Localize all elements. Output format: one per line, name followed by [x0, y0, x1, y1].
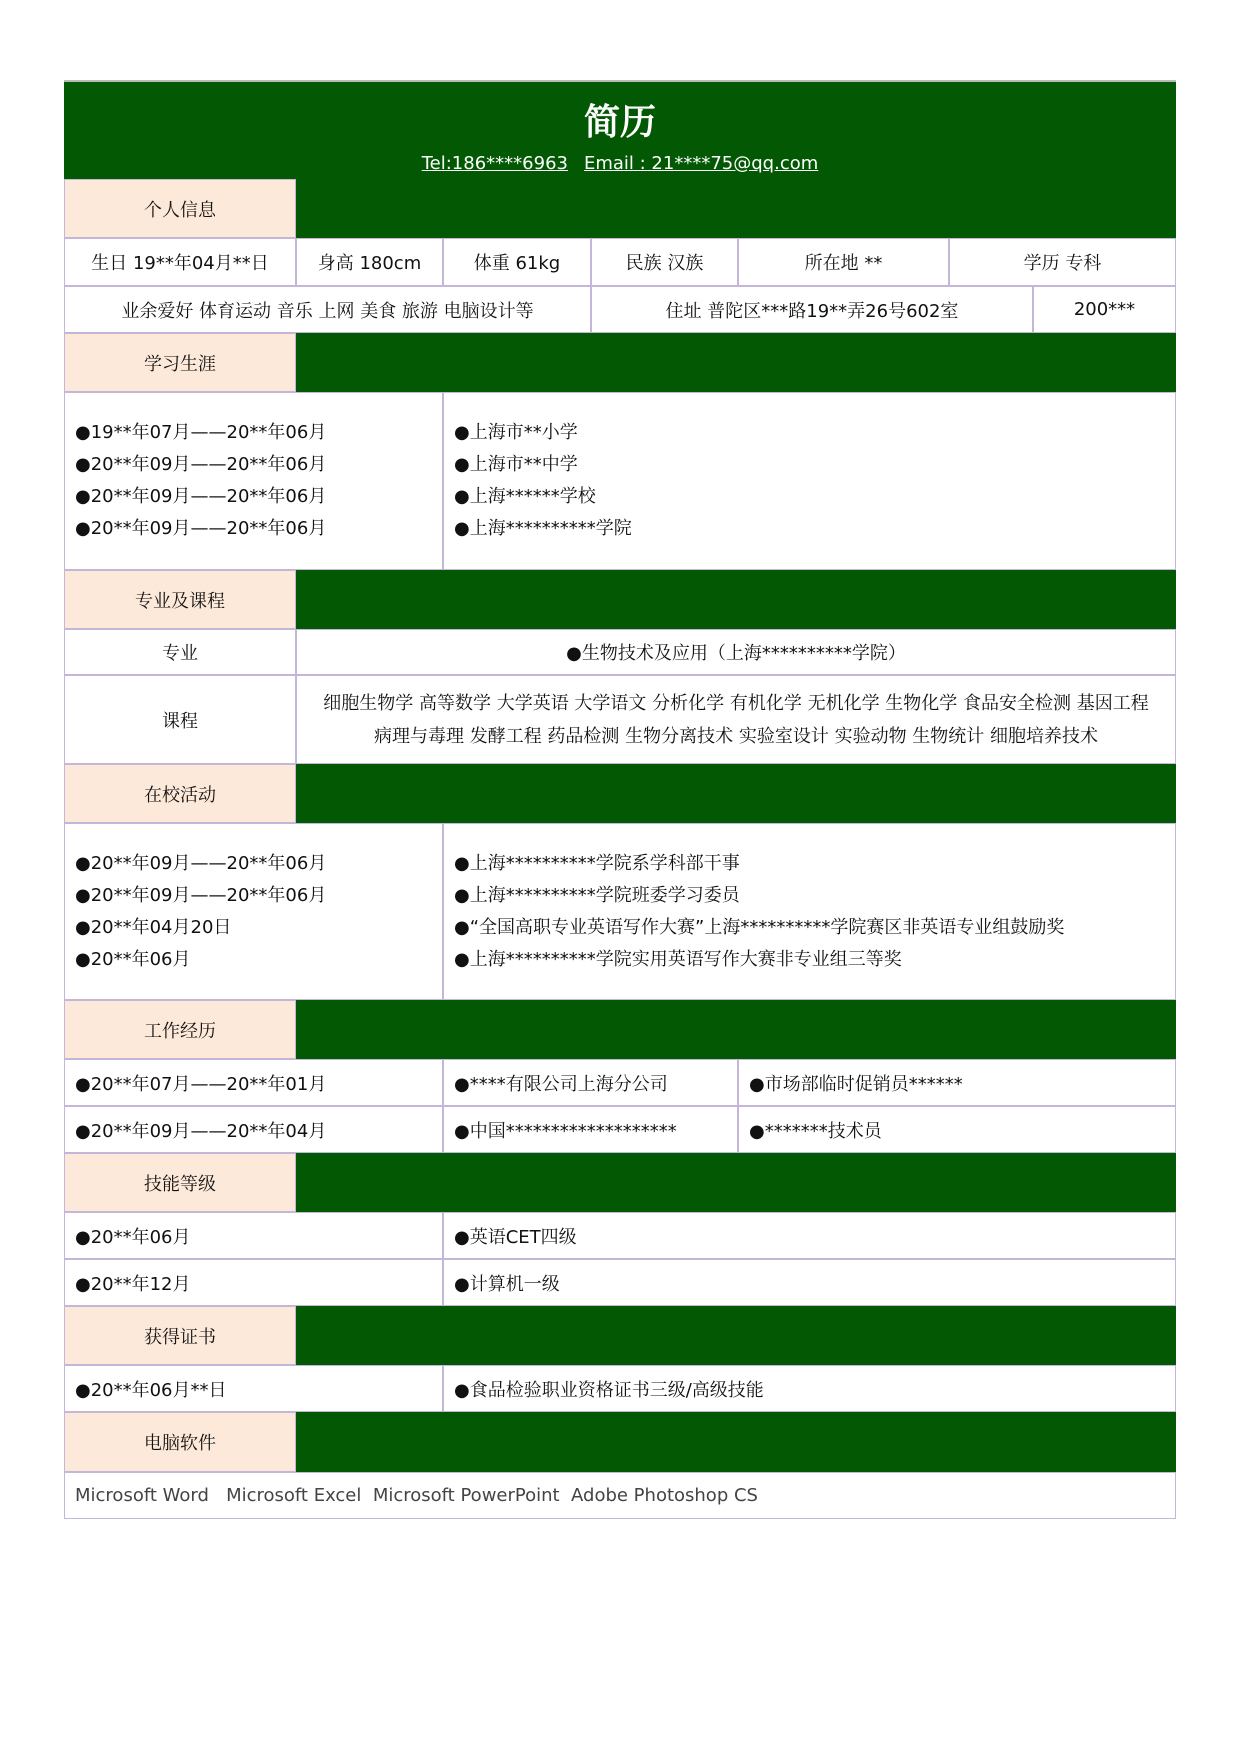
section-skills-label: 技能等级 [64, 1153, 296, 1212]
section-bar [296, 1412, 1176, 1472]
list-item: ●19**年07月——20**年06月 [75, 422, 327, 443]
section-major-label: 专业及课程 [64, 570, 296, 629]
skill-date: ●20**年12月 [64, 1259, 443, 1306]
courses-label: 课程 [64, 675, 296, 764]
section-bar [296, 570, 1176, 629]
work-date: ●20**年07月——20**年01月 [64, 1059, 443, 1106]
resume-header [64, 80, 1176, 179]
list-item: ●20**年04月20日 [75, 916, 232, 938]
section-bar [296, 1153, 1176, 1212]
list-item: ●上海******学校 [454, 486, 596, 507]
major-label: 专业 [64, 629, 296, 675]
software-list: Microsoft Word Microsoft Excel Microsoft PowerPoint Adobe Photoshop CS [64, 1472, 1176, 1519]
section-personal-label: 个人信息 [64, 179, 296, 238]
courses-value [296, 675, 1176, 764]
education: 学历 专科 [949, 238, 1176, 286]
postcode: 200*** [1033, 286, 1176, 333]
list-item: ●20**年09月——20**年06月 [75, 518, 327, 539]
list-item: ●20**年09月——20**年06月 [75, 884, 327, 906]
section-activities-label: 在校活动 [64, 764, 296, 823]
work-role: ●市场部临时促销员****** [738, 1059, 1176, 1106]
courses-line: 细胞生物学 高等数学 大学英语 大学语文 分析化学 有机化学 无机化学 生物化学 食品安全检测 基因工程 [323, 692, 1149, 714]
section-study-label: 学习生涯 [64, 333, 296, 392]
work-company: ●中国******************* [443, 1106, 738, 1153]
ethnicity: 民族 汉族 [591, 238, 738, 286]
location: 所在地 ** [738, 238, 949, 286]
work-role: ●*******技术员 [738, 1106, 1176, 1153]
activity-items [443, 823, 1176, 1000]
list-item: ●上海**********学院班委学习委员 [454, 884, 740, 906]
section-bar [296, 1306, 1176, 1365]
list-item: ●上海**********学院实用英语写作大赛非专业组三等奖 [454, 948, 902, 970]
list-item: ●20**年09月——20**年06月 [75, 486, 327, 507]
birth: 生日 19**年04月**日 [64, 238, 296, 286]
study-schools [443, 392, 1176, 570]
list-item: ●上海市**中学 [454, 454, 578, 475]
skill-date: ●20**年06月 [64, 1212, 443, 1259]
courses-line: 病理与毒理 发酵工程 药品检测 生物分离技术 实验室设计 实验动物 生物统计 细胞培养技术 [373, 725, 1099, 747]
activity-dates [64, 823, 443, 1000]
work-date: ●20**年09月——20**年04月 [64, 1106, 443, 1153]
height: 身高 180cm [296, 238, 443, 286]
work-company: ●****有限公司上海分公司 [443, 1059, 738, 1106]
cert-name: ●食品检验职业资格证书三级/高级技能 [443, 1365, 1176, 1412]
list-item: ●上海**********学院 [454, 518, 632, 539]
section-bar [296, 764, 1176, 823]
hobbies: 业余爱好 体育运动 音乐 上网 美食 旅游 电脑设计等 [64, 286, 591, 333]
tel-link[interactable]: Tel:186****6963 [421, 153, 568, 174]
weight: 体重 61kg [443, 238, 591, 286]
major-value: ●生物技术及应用（上海**********学院） [296, 629, 1176, 675]
list-item: ●20**年06月 [75, 948, 191, 970]
email-link[interactable]: Email : 21****75@qq.com [583, 153, 819, 174]
resume-title: 简历 [583, 102, 656, 143]
section-certs-label: 获得证书 [64, 1306, 296, 1365]
section-bar [296, 333, 1176, 392]
skill-name: ●计算机一级 [443, 1259, 1176, 1306]
list-item: ●20**年09月——20**年06月 [75, 852, 327, 874]
list-item: ●上海**********学院系学科部干事 [454, 852, 740, 874]
section-bar [296, 1000, 1176, 1059]
skill-name: ●英语CET四级 [443, 1212, 1176, 1259]
section-work-label: 工作经历 [64, 1000, 296, 1059]
list-item: ●上海市**小学 [454, 422, 578, 443]
address: 住址 普陀区***路19**弄26号602室 [591, 286, 1033, 333]
contact-line [64, 153, 1176, 174]
cert-date: ●20**年06月**日 [64, 1365, 443, 1412]
section-bar [296, 179, 1176, 238]
list-item: ●20**年09月——20**年06月 [75, 454, 327, 475]
study-dates [64, 392, 443, 570]
section-software-label: 电脑软件 [64, 1412, 296, 1472]
list-item: ●“全国高职专业英语写作大赛”上海**********学院赛区非英语专业组鼓励奖 [454, 916, 1065, 938]
